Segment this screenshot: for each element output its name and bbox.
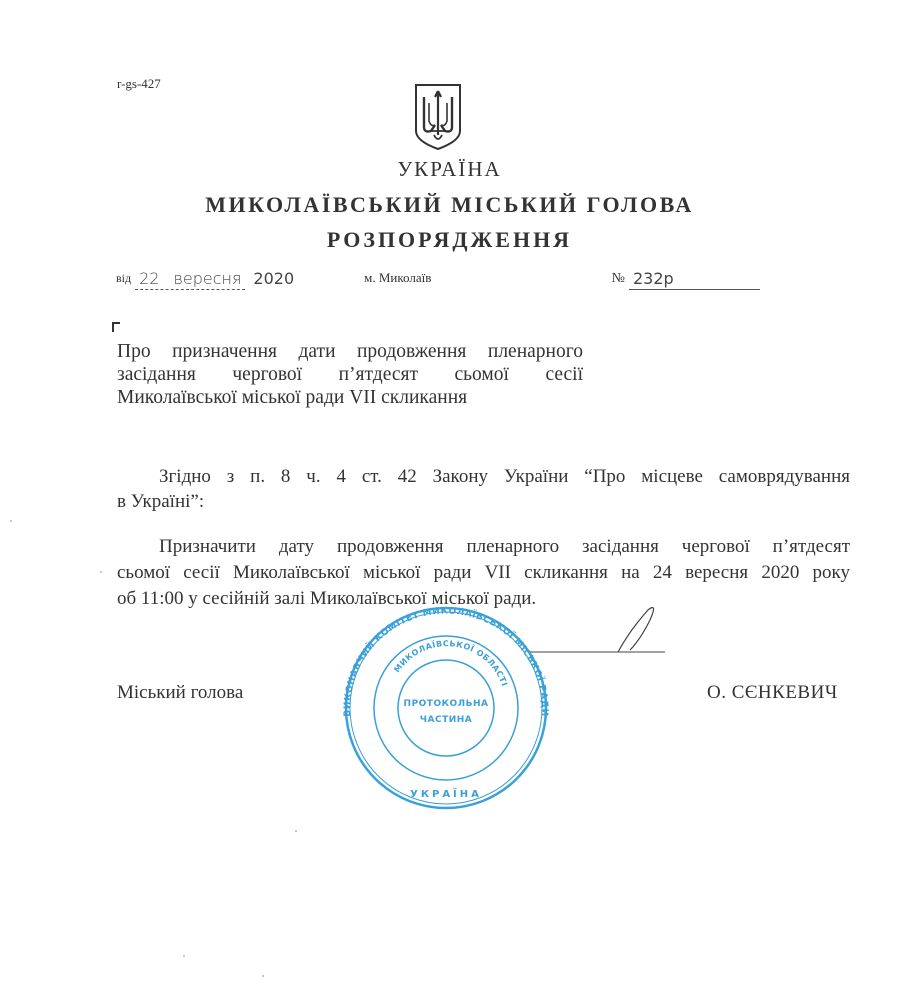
date-month: вересня <box>173 269 242 288</box>
order-line: Призначити дату продовження пленарного засідання чергової п’ятдесят <box>159 536 850 557</box>
stamp-center-text-2: ЧАСТИНА <box>419 715 473 725</box>
date-year: 2020 <box>253 269 295 288</box>
stamp-outer-text: ВИКОНАВЧИЙ КОМІТЕТ МИКОЛАЇВСЬКОЇ МІСЬКОЇ РАДИ <box>342 606 550 717</box>
date-day: 22 <box>139 269 160 288</box>
number-underline <box>629 269 760 290</box>
scan-speck <box>10 520 12 522</box>
basis-line: в Україні”: <box>117 491 205 512</box>
stamp-bottom-text: УКРАЇНА <box>410 789 482 800</box>
order-paragraph <box>117 534 850 612</box>
number-sign: № <box>611 271 625 286</box>
scan-speck <box>183 955 185 957</box>
subject-line: Про призначення дати продовження пленарного <box>117 341 583 362</box>
stamp-center-text-1: ПРОТОКОЛЬНА <box>403 699 489 709</box>
coat-of-arms-icon <box>413 83 463 151</box>
subject-line: засідання чергової п’ятдесят сьомої сесії <box>117 364 583 385</box>
legal-basis-paragraph <box>117 464 850 514</box>
official-stamp <box>340 606 552 811</box>
date-underline <box>135 269 245 290</box>
document-subject <box>117 340 583 409</box>
city-label: м. Миколаїв <box>364 270 432 285</box>
signatory-title: Міський голова <box>117 682 244 703</box>
subject-line: Миколаївської міської ради VII скликання <box>117 387 468 408</box>
scan-speck <box>100 571 102 573</box>
issuer-heading: МИКОЛАЇВСЬКИЙ МІСЬКИЙ ГОЛОВА <box>205 192 694 217</box>
scan-speck <box>262 975 264 977</box>
document-number: 232р <box>633 269 674 288</box>
date-label: від <box>116 271 132 285</box>
order-line: сьомої сесії Миколаївської міської ради VII скликання на 24 вересня 2020 року <box>117 562 850 583</box>
document-type-heading: РОЗПОРЯДЖЕННЯ <box>326 227 573 252</box>
date-number-row <box>116 264 760 290</box>
document-code: r-gs-427 <box>117 76 161 91</box>
stamp-middle-text: МИКОЛАЇВСЬКОЇ ОБЛАСТІ <box>392 639 510 688</box>
signatory-name: О. СЄНКЕВИЧ <box>707 682 838 703</box>
order-line: об 11:00 у сесійній залі Миколаївської міської ради. <box>117 588 537 609</box>
basis-line: Згідно з п. 8 ч. 4 ст. 42 Закону України “Про місцеве самоврядування <box>159 466 850 487</box>
scan-speck <box>295 830 297 832</box>
country-heading: УКРАЇНА <box>397 157 502 181</box>
subject-corner-mark <box>112 322 120 332</box>
